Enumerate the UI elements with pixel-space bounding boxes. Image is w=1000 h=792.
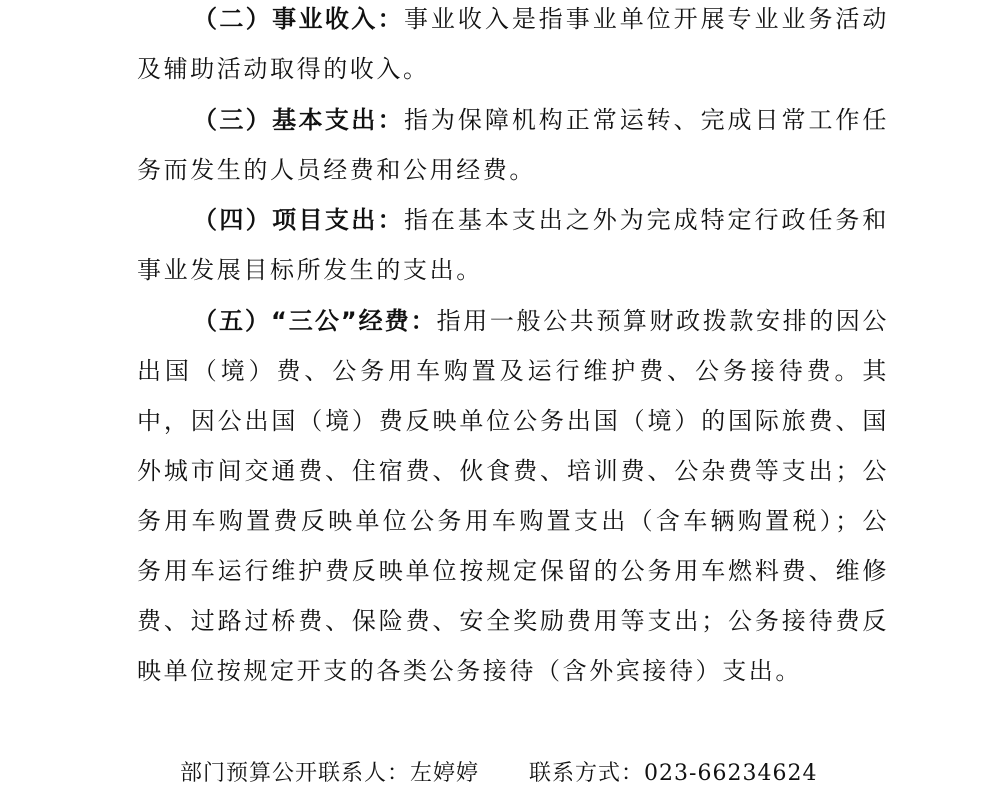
term-heading: （二）事业收入： [193,5,404,33]
term-heading: （四）项目支出： [193,206,404,234]
paragraph-business-income [137,0,889,94]
term-definition: 指在基本支出之外为完成特定行政任务和事业发展目标所发生的支出。 [137,206,889,284]
term-definition: 事业收入是指事业单位开展专业业务活动及辅助活动取得的收入。 [137,5,889,83]
contact-person-label: 部门预算公开联系人： [180,761,411,786]
term-heading: （三）基本支出： [193,106,404,134]
paragraph-basic-expenditure [137,95,889,195]
contact-phone: 023-66234624 [644,761,818,786]
term-definition: 指为保障机构正常运转、完成日常工作任务而发生的人员经费和公用经费。 [137,106,889,184]
paragraph-project-expenditure [137,195,889,295]
contact-line [180,756,817,792]
term-definition: 指用一般公共预算财政拨款安排的因公出国（境）费、公务用车购置及运行维护费、公务接待费。其中，因公出国（境）费反映单位公务出国（境）的国际旅费、国外城市间交通费、住宿费、伙食费、培训费、公杂费等支出；公务用车购置费反映单位公务用车购置支出（含车辆购置税）；公务用车运行维护费反映单位按规定保留的公务用车燃料费、维修费、过路过桥费、保险费、安全奖励费用等支出；公务接待费反映单位按规定开支的各类公务接待（含外宾接待）支出。 [137,307,890,685]
contact-person-name: 左婷婷 [410,761,480,786]
term-heading: （五）“三公”经费： [193,307,437,335]
paragraph-three-public-expenses [137,296,889,696]
contact-method-label: 联系方式： [529,761,645,786]
